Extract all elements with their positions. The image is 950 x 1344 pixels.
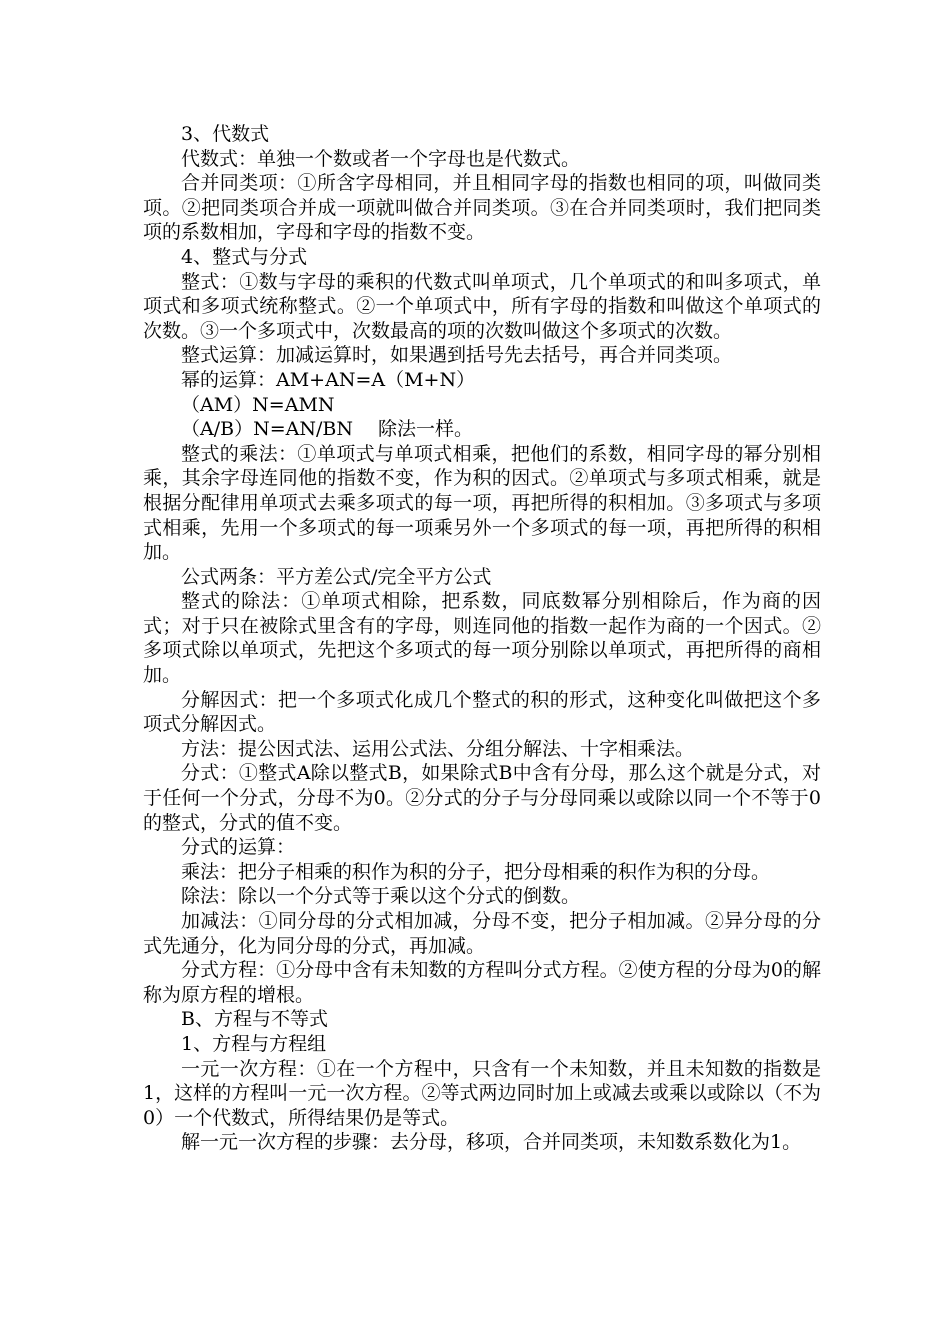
paragraph: 整式的除法：①单项式相除，把系数，同底数幂分别相除后，作为商的因式；对于只在被除式里含有的字母，则连同他的指数一起作为商的一个因式。②多项式除以单项式，先把这个多项式的每一项分别除以单项式，再把所得的商相加。: [143, 590, 821, 687]
paragraph: 幂的运算：AM+AN=A（M+N）: [181, 368, 476, 391]
section-heading: 4、整式与分式: [181, 245, 308, 268]
paragraph: 加减法：①同分母的分式相加减，分母不变，把分子相加减。②异分母的分式先通分，化为同分母的分式，再加减。: [143, 910, 821, 957]
paragraph: 公式两条：平方差公式/完全平方公式: [181, 565, 492, 588]
paragraph: 一元一次方程：①在一个方程中，只含有一个未知数，并且未知数的指数是1，这样的方程叫一元一次方程。②等式两边同时加上或减去或乘以或除以（不为0）一个代数式，所得结果仍是等式。: [143, 1057, 821, 1129]
paragraph: 方法：提公因式法、运用公式法、分组分解法、十字相乘法。: [181, 737, 695, 760]
document-page: [143, 122, 821, 1155]
paragraph: 乘法：把分子相乘的积作为积的分子，把分母相乘的积作为积的分母。: [181, 860, 771, 883]
paragraph: 除法：除以一个分式等于乘以这个分式的倒数。: [181, 885, 581, 908]
paragraph: 代数式：单独一个数或者一个字母也是代数式。: [181, 147, 581, 170]
section-heading: 3、代数式: [181, 123, 270, 145]
paragraph: 整式：①数与字母的乘积的代数式叫单项式，几个单项式的和叫多项式，单项式和多项式统称整式。②一个单项式中，所有字母的指数和叫做这个单项式的次数。③一个多项式中，次数最高的项的次数叫做这个多项式的次数。: [143, 270, 821, 342]
paragraph: 分式：①整式A除以整式B，如果除式B中含有分母，那么这个就是分式，对于任何一个分式，分母不为0。②分式的分子与分母同乘以或除以同一个不等于0的整式，分式的值不变。: [143, 762, 821, 834]
paragraph: 分式的运算：: [181, 836, 296, 859]
paragraph: 解一元一次方程的步骤：去分母，移项，合并同类项，未知数系数化为1。: [181, 1131, 802, 1154]
paragraph: 整式运算：加减运算时，如果遇到括号先去括号，再合并同类项。: [181, 344, 733, 367]
section-heading: B、方程与不等式: [181, 1008, 328, 1031]
section-heading: 1、方程与方程组: [181, 1032, 327, 1055]
paragraph: 分式方程：①分母中含有未知数的方程叫分式方程。②使方程的分母为0的解称为原方程的增根。: [143, 959, 821, 1006]
paragraph: 合并同类项：①所含字母相同，并且相同字母的指数也相同的项，叫做同类项。②把同类项合并成一项就叫做合并同类项。③在合并同类项时，我们把同类项的系数相加，字母和字母的指数不变。: [143, 172, 821, 244]
paragraph: 分解因式：把一个多项式化成几个整式的积的形式，这种变化叫做把这个多项式分解因式。: [143, 688, 821, 736]
paragraph: 整式的乘法：①单项式与单项式相乘，把他们的系数，相同字母的幂分别相乘，其余字母连同他的指数不变，作为积的因式。②单项式与多项式相乘，就是根据分配律用单项式去乘多项式的每一项，再把所得的积相加。③多项式与多项式相乘，先用一个多项式的每一项乘另外一个多项式的每一项，再把所得的积相加。: [143, 442, 821, 564]
paragraph: （AM）N=AMN: [181, 393, 335, 416]
paragraph: （A/B）N=AN/BN 除法一样。: [181, 418, 474, 441]
